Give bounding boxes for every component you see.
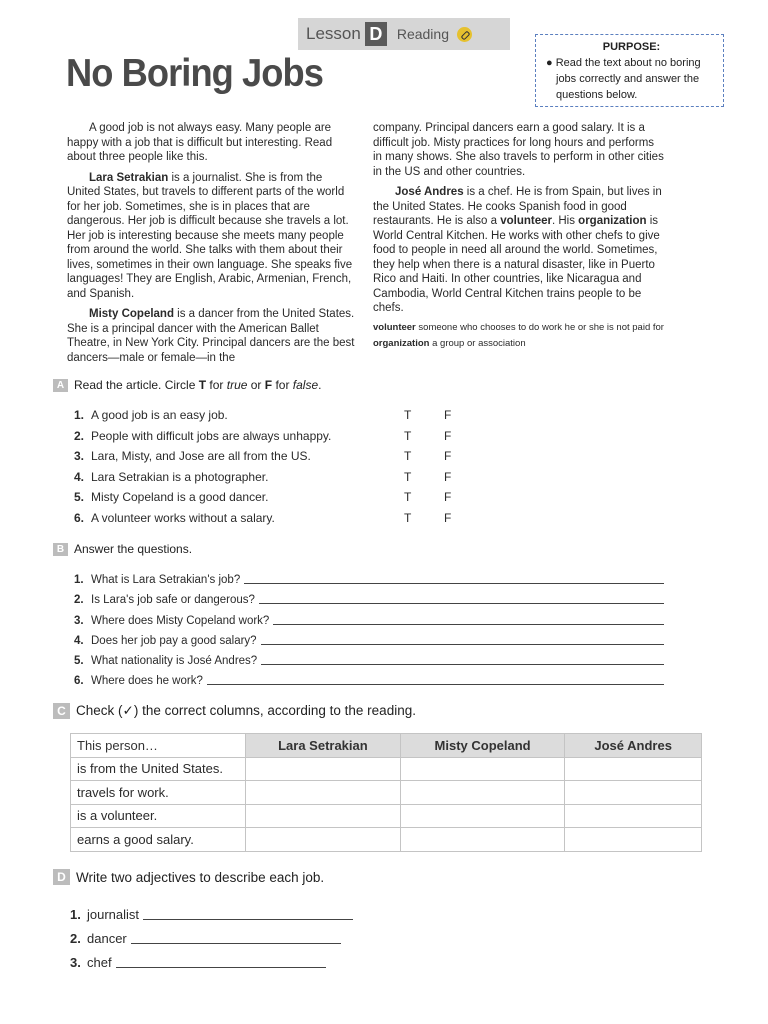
column-header: This person…	[71, 734, 246, 758]
column-header: Lara Setrakian	[246, 734, 401, 758]
check-cell[interactable]	[565, 781, 702, 805]
answer-line[interactable]	[261, 644, 664, 645]
lara-name: Lara Setrakian	[89, 171, 169, 184]
table-row	[71, 828, 702, 852]
true-option[interactable]: T	[404, 428, 412, 443]
false-option[interactable]: F	[444, 428, 452, 443]
check-cell[interactable]	[565, 804, 702, 828]
jose-text-1: is a chef. He is from Spain, but lives in the United States. He cooks Spanish food in good restaurants. He is also a	[373, 186, 662, 227]
false-option[interactable]: F	[444, 490, 452, 505]
list-item: 5. Misty Copeland is a good dancer. T F	[74, 490, 452, 505]
article-jose	[373, 185, 665, 316]
list-item: 1. A good job is an easy job. T F	[74, 408, 452, 423]
answer-line[interactable]	[244, 583, 664, 584]
section-c-heading	[53, 703, 416, 719]
check-cell[interactable]	[400, 757, 565, 781]
check-cell[interactable]	[246, 828, 401, 852]
false-option[interactable]: F	[444, 449, 452, 464]
jose-bold-organization: organization	[578, 215, 647, 227]
check-cell[interactable]	[565, 828, 702, 852]
lesson-tab	[298, 18, 510, 50]
article-misty	[67, 307, 357, 365]
misty-text: is a dancer from the United States. She is a principal dancer with the American Ballet Theatre, in New York City. Principal dancers are the best dancers—male or female—in the	[67, 308, 355, 364]
true-option[interactable]: T	[404, 449, 412, 464]
section-b-badge: B	[53, 543, 68, 556]
answer-line[interactable]	[116, 967, 326, 968]
lara-text: is a journalist. She is from the United States, but travels to different parts of the world for her job. Sometimes, she is in places that are dangerous. Her job is difficult because she travels a lot. Her job is interesting because she meets many people from around the world. She talks with them about their lives, sometimes in their own language. She speaks five languages! They are English, Arabic, Armenian, French, and Spanish.	[67, 171, 353, 300]
question-list	[74, 569, 664, 690]
list-item: 4. Does her job pay a good salary?	[74, 630, 664, 650]
list-item: 1. journalist	[70, 900, 370, 924]
true-option[interactable]: T	[404, 408, 412, 423]
list-item: 2. People with difficult jobs are always unhappy. T F	[74, 428, 452, 443]
answer-line[interactable]	[131, 943, 341, 944]
check-cell[interactable]	[400, 804, 565, 828]
false-option[interactable]: F	[444, 510, 452, 525]
section-c-badge: C	[53, 703, 70, 719]
list-item: 6. A volunteer works without a salary. T F	[74, 510, 452, 525]
article-right-column	[373, 121, 665, 354]
article-lara	[67, 171, 357, 302]
article-left-column	[67, 121, 357, 371]
glossary-def: someone who chooses to do work he or she is not paid for	[415, 321, 664, 333]
list-item: 6. Where does he work?	[74, 670, 664, 690]
list-item: 3. Where does Misty Copeland work?	[74, 609, 664, 629]
table-row	[71, 781, 702, 805]
list-item: 3. chef	[70, 948, 370, 972]
answer-line[interactable]	[143, 919, 353, 920]
section-b-instruction: Answer the questions.	[74, 542, 193, 556]
check-cell[interactable]	[400, 828, 565, 852]
true-false-list	[74, 405, 474, 528]
section-c-instruction: Check (✓) the correct columns, according to the reading.	[76, 703, 416, 718]
answer-line[interactable]	[261, 664, 664, 665]
adjective-list	[70, 900, 370, 972]
row-label: is from the United States.	[71, 757, 246, 781]
check-table	[70, 733, 702, 852]
section-d-heading	[53, 869, 324, 885]
answer-line[interactable]	[273, 624, 664, 625]
row-label: travels for work.	[71, 781, 246, 805]
table-row	[71, 804, 702, 828]
check-cell[interactable]	[246, 781, 401, 805]
article-intro: A good job is not always easy. Many people are happy with a job that is difficult but interesting. Read about three people like this.	[67, 122, 333, 163]
purpose-text: ● Read the text about no boring jobs correctly and answer the questions below.	[546, 57, 701, 101]
jose-bold-volunteer: volunteer	[500, 215, 552, 227]
misty-name: Misty Copeland	[89, 308, 174, 320]
misty-continued: company. Principal dancers earn a good salary. It is a difficult job. Misty practices for long hours and performs in many shows. She also travels to perform in other cities in the US and other countries.	[373, 122, 664, 178]
jose-name: José Andres	[395, 186, 464, 198]
true-option[interactable]: T	[404, 490, 412, 505]
lesson-letter: D	[365, 22, 387, 46]
list-item: 1. What is Lara Setrakian's job?	[74, 569, 664, 589]
list-item: 4. Lara Setrakian is a photographer. T F	[74, 469, 452, 484]
false-option[interactable]: F	[444, 408, 452, 423]
jose-text-3: is World Central Kitchen. He works with other chefs to give food to people in need all around the world. Sometimes, they help when there is a natural disaster, like in Puerto Rico and Haiti. In other countries, like Nicaragua and Cambodia, World Central Kitchen trains people to be chefs.	[373, 215, 660, 314]
row-label: earns a good salary.	[71, 828, 246, 852]
glossary-organization	[373, 338, 665, 350]
lesson-label: Lesson	[306, 24, 361, 43]
answer-line[interactable]	[207, 684, 664, 685]
true-option[interactable]: T	[404, 469, 412, 484]
purpose-box	[535, 34, 724, 107]
section-d-instruction: Write two adjectives to describe each job.	[76, 869, 325, 885]
check-cell[interactable]	[246, 757, 401, 781]
link-icon	[457, 27, 472, 42]
answer-line[interactable]	[259, 603, 664, 604]
table-header-row	[71, 734, 702, 758]
glossary-volunteer	[373, 322, 665, 334]
true-option[interactable]: T	[404, 510, 412, 525]
table-row	[71, 757, 702, 781]
list-item: 5. What nationality is José Andres?	[74, 650, 664, 670]
list-item: 2. dancer	[70, 924, 370, 948]
check-cell[interactable]	[400, 781, 565, 805]
section-a-badge: A	[53, 379, 68, 392]
lesson-type: Reading	[396, 26, 449, 42]
purpose-title: PURPOSE:	[602, 41, 661, 53]
page-title: No Boring Jobs	[66, 52, 323, 95]
section-d-badge: D	[53, 869, 70, 885]
section-a-heading	[53, 378, 321, 392]
list-item: 2. Is Lara's job safe or dangerous?	[74, 589, 664, 609]
glossary-def: a group or association	[429, 337, 526, 349]
check-cell[interactable]	[246, 804, 401, 828]
row-label: is a volunteer.	[71, 804, 246, 828]
glossary-term: organization	[373, 337, 430, 349]
column-header: José Andres	[565, 734, 702, 758]
list-item: 3. Lara, Misty, and Jose are all from the US. T F	[74, 449, 452, 464]
glossary-term: volunteer	[373, 321, 416, 333]
check-cell[interactable]	[565, 757, 702, 781]
jose-text-2: . His	[551, 215, 579, 227]
column-header: Misty Copeland	[400, 734, 565, 758]
false-option[interactable]: F	[444, 469, 452, 484]
section-b-heading	[53, 542, 192, 556]
section-a-instruction: Read the article. Circle T for true or F for false.	[74, 378, 322, 392]
